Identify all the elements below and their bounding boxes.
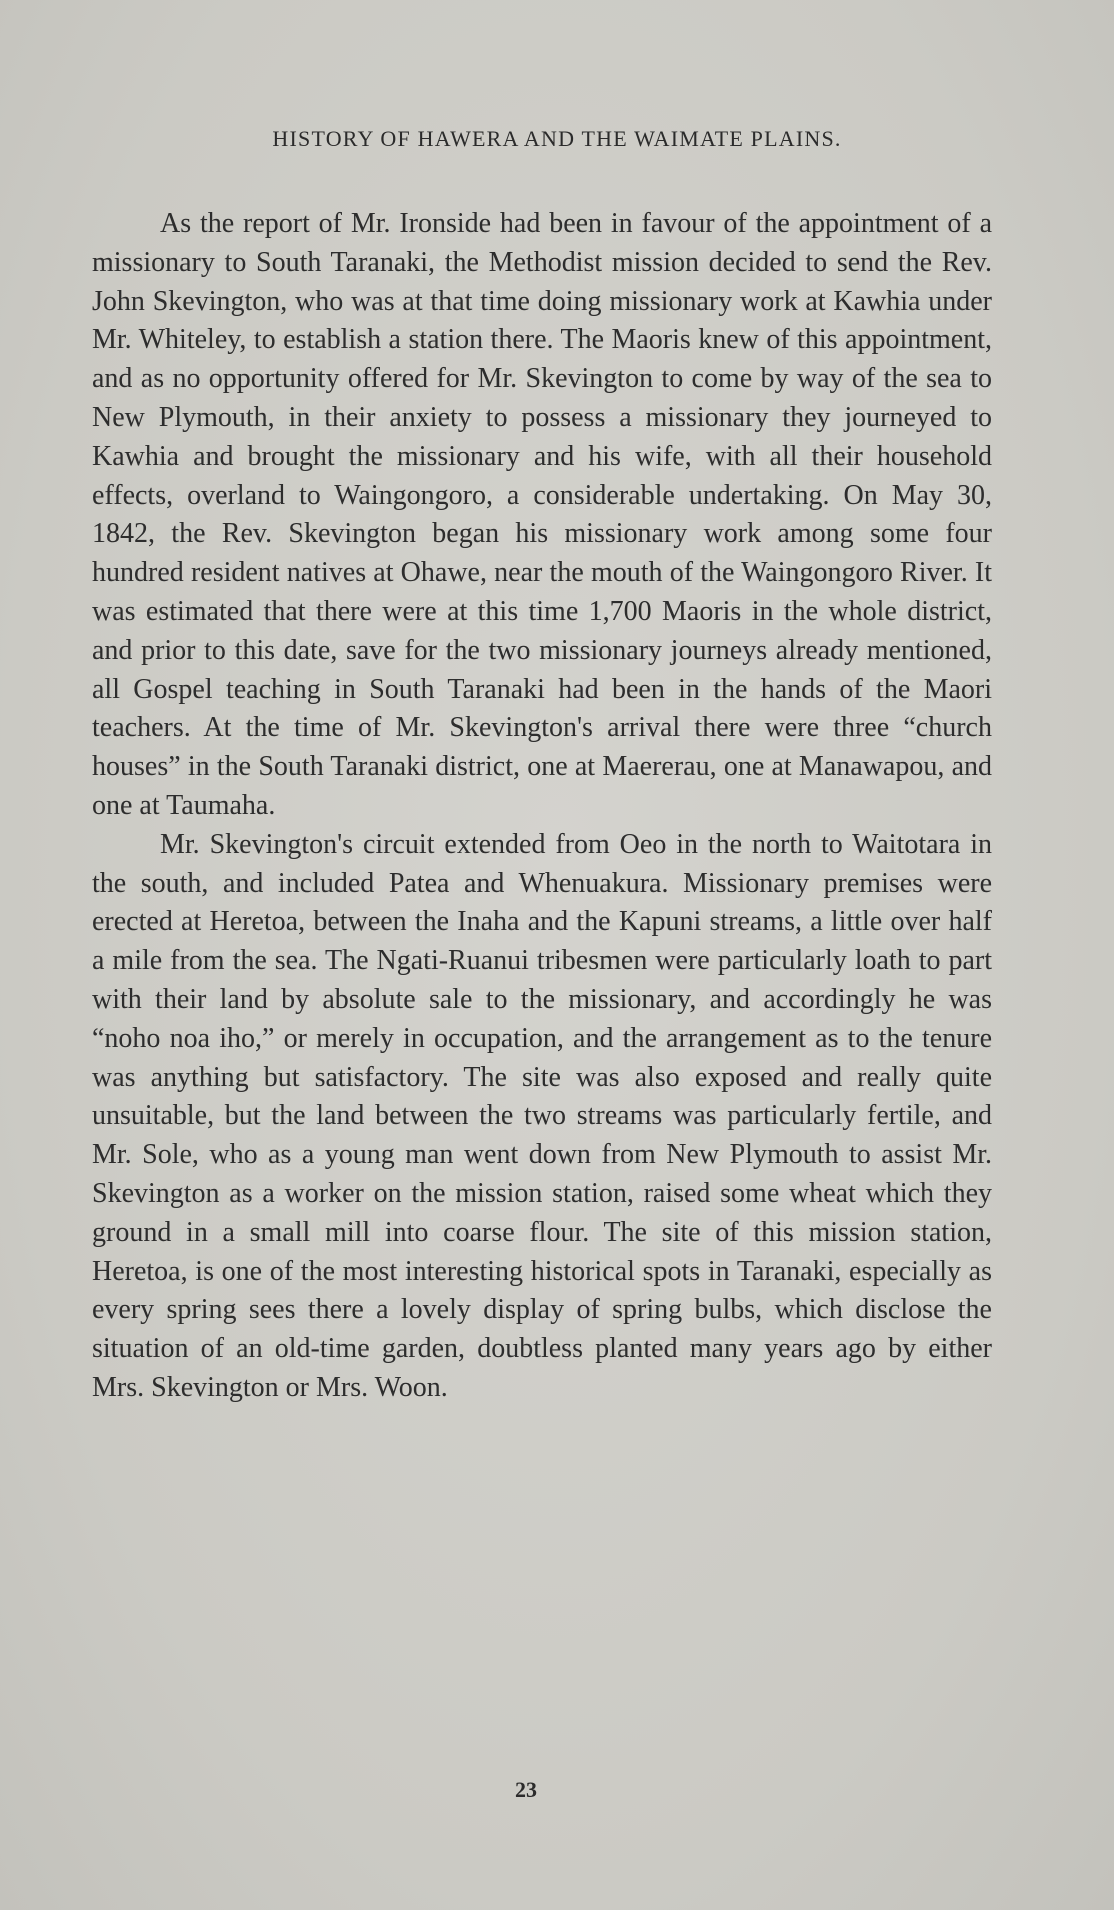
page-number: 23 bbox=[515, 1777, 537, 1802]
paragraph-2: Mr. Skevington's circuit extended from Oeo in the north to Waitotara in the south, and included Patea and Whenuakura. Missionary premises were erected at Heretoa, between the Inaha and the Kapuni streams, a little over half a mile from the sea. The Ngati-Ruanui tribesmen were particularly loath to part with their land by absolute sale to the missionary, and accordingly he was “noho noa iho,” or merely in occupation, and the arrangement as to the tenure was anything but satisfactory. The site was also exposed and really quite unsuitable, but the land between the two streams was particularly fertile, and Mr. Sole, who as a young man went down from New Plymouth to assist Mr. Skevington as a worker on the mission station, raised some wheat which they ground in a small mill into coarse flour. The site of this mission station, Heretoa, is one of the most interesting historical spots in Taranaki, especially as every spring sees there a lovely display of spring bulbs, which disclose the situation of an old-time garden, doubtless planted many years ago by either Mrs. Skevington or Mrs. Woon. bbox=[92, 828, 992, 1403]
body-text bbox=[92, 205, 992, 1408]
paragraph-1: As the report of Mr. Ironside had been in favour of the appointment of a missionary to South Taranaki, the Methodist mission decided to send the Rev. John Skevington, who was at that time doing missionary work at Kawhia under Mr. Whiteley, to establish a station there. The Maoris knew of this appointment, and as no opportunity offered for Mr. Skevington to come by way of the sea to New Plymouth, in their anxiety to possess a missionary they journeyed to Kawhia and brought the missionary and his wife, with all their household effects, overland to Waingongoro, a considerable undertaking. On May 30, 1842, the Rev. Skevington began his missionary work among some four hundred resident natives at Ohawe, near the mouth of the Waingongoro River. It was estimated that there were at this time 1,700 Maoris in the whole district, and prior to this date, save for the two missionary journeys already mentioned, all Gospel teaching in South Taranaki had been in the hands of the Maori teachers. At the time of Mr. Skevington's arrival there were three “church houses” in the South Taranaki district, one at Maererau, one at Manawapou, and one at Taumaha. bbox=[92, 208, 992, 821]
running-head: HISTORY OF HAWERA AND THE WAIMATE PLAINS. bbox=[272, 126, 842, 151]
